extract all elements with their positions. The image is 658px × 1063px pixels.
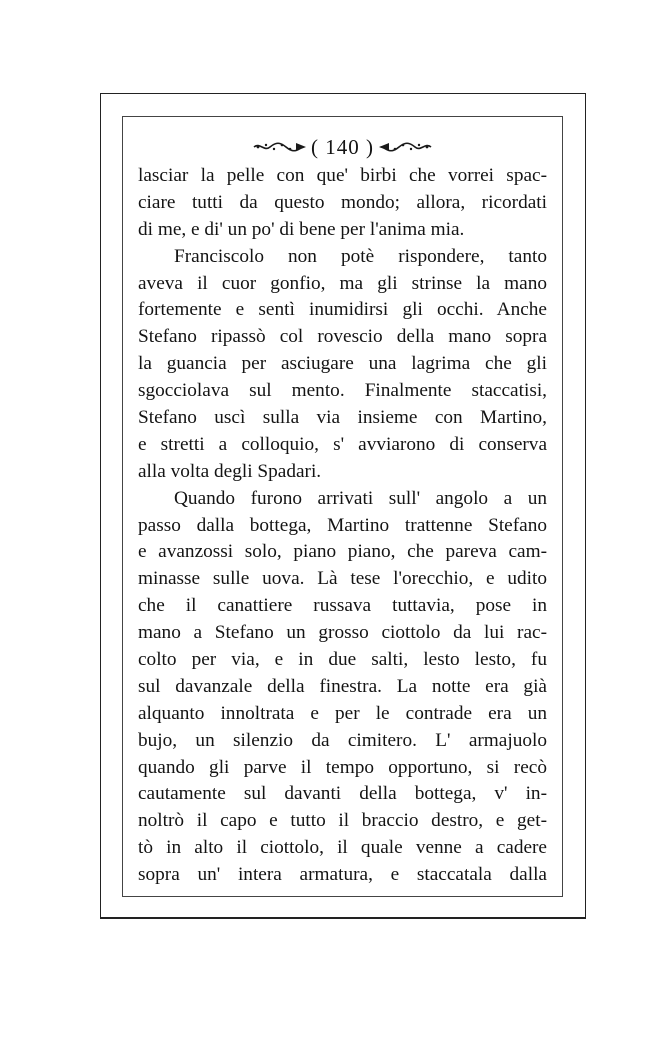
- text-line: la guancia per asciugare una lagrima che gli: [138, 353, 547, 375]
- text-line: colto per via, e in due salti, lesto lesto, fu: [138, 649, 547, 671]
- page-number: ( 140 ): [311, 134, 374, 159]
- text-line: alquanto innoltrata e per le contrade era un: [138, 702, 547, 724]
- text-line: di me, e di' un po' di bene per l'anima mia.: [138, 218, 465, 240]
- right-ornament-icon: [377, 140, 433, 154]
- text-line: minasse sulle uova. Là tese l'orecchio, e udito: [138, 568, 547, 590]
- text-line: passo dalla bottega, Martino trattenne Stefano: [138, 514, 547, 536]
- text-line: cautamente sul davanti della bottega, v' in-: [138, 783, 547, 805]
- text-line: ciare tutti da questo mondo; allora, ricordati: [138, 191, 547, 213]
- text-line: noltrò il capo e tutto il braccio destro, e get-: [138, 810, 547, 832]
- page-header: [122, 132, 563, 162]
- text-line: aveva il cuor gonfio, ma gli strinse la mano: [138, 272, 547, 294]
- left-ornament-icon: [252, 140, 308, 154]
- text-line: quando gli parve il tempo opportuno, si recò: [138, 756, 547, 778]
- text-line: e avanzossi solo, piano piano, che pareva cam-: [138, 541, 547, 563]
- text-line: Quando furono arrivati sull' angolo a un: [174, 487, 547, 509]
- text-line: sgocciolava sul mento. Finalmente staccatisi,: [138, 380, 547, 402]
- text-line: bujo, un silenzio da cimitero. L' armajuolo: [138, 729, 547, 751]
- text-line: lasciar la pelle con que' birbi che vorrei spac-: [138, 165, 547, 186]
- text-line: e stretti a colloquio, s' avviarono di conserva: [138, 433, 547, 455]
- text-line: Stefano ripassò col rovescio della mano sopra: [138, 326, 547, 348]
- text-line: che il canattiere russava tuttavia, pose in: [138, 595, 547, 617]
- text-line: alla volta degli Spadari.: [138, 460, 322, 482]
- text-line: tò in alto il ciottolo, il quale venne a cadere: [138, 837, 547, 859]
- text-line: sul davanzale della finestra. La notte era già: [138, 675, 547, 697]
- text-line: fortemente e sentì inumidirsi gli occhi. Anche: [138, 299, 547, 321]
- text-line: Franciscolo non potè rispondere, tanto: [174, 245, 547, 267]
- body-text: [138, 163, 547, 889]
- text-line: Stefano uscì sulla via insieme con Martino,: [138, 407, 547, 429]
- text-line: mano a Stefano un grosso ciottolo da lui rac-: [138, 622, 547, 644]
- text-line: sopra un' intera armatura, e staccatala dalla: [138, 864, 547, 886]
